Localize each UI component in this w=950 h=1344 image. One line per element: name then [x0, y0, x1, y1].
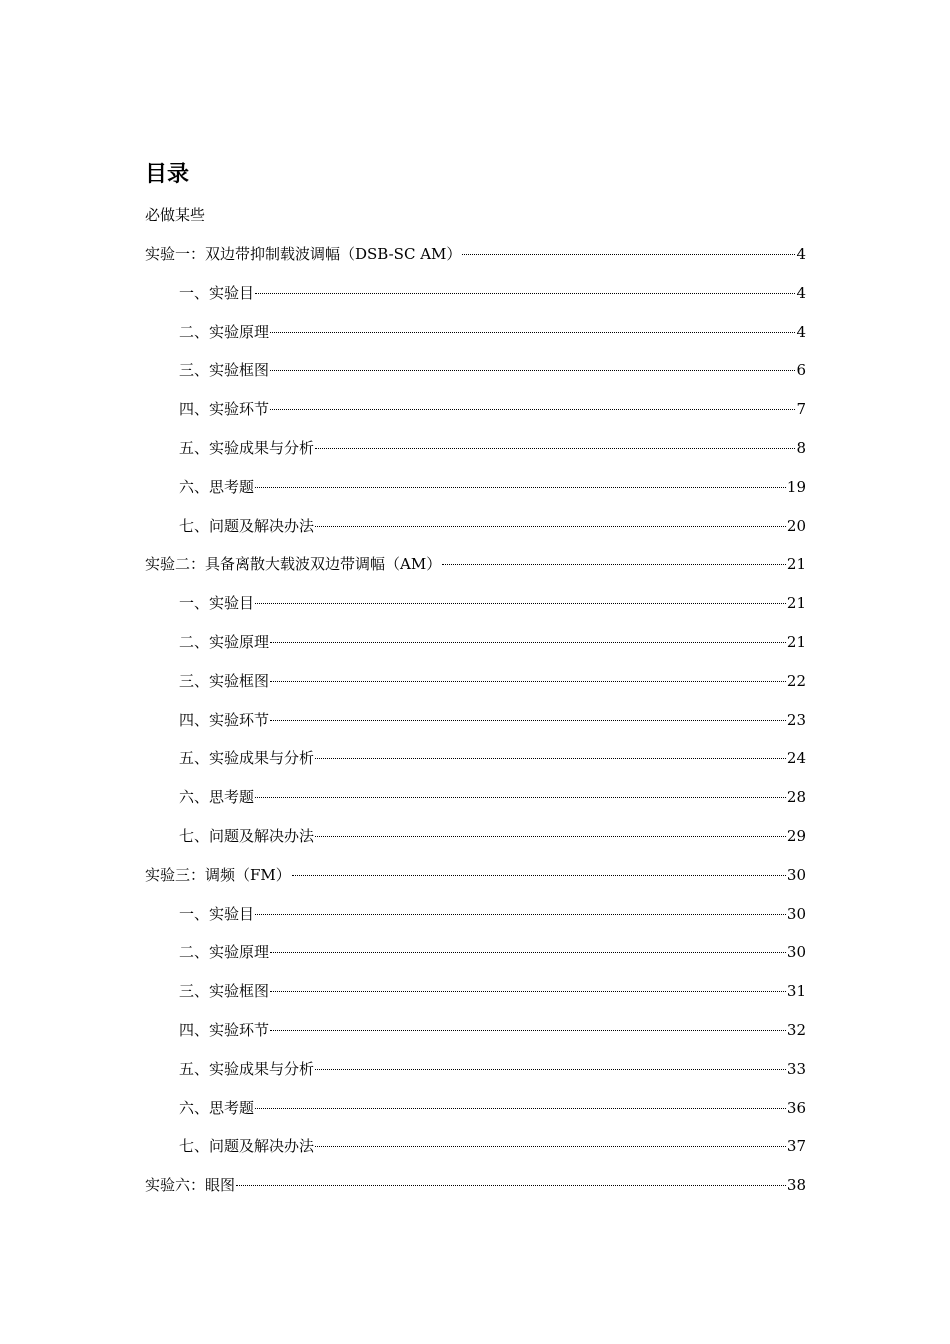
toc-entry-chapter[interactable]: [145, 864, 806, 903]
toc-entry-section[interactable]: [145, 747, 806, 786]
toc-list: [145, 243, 806, 1213]
toc-entry-section[interactable]: [145, 903, 806, 942]
toc-entry-page-number: 31: [786, 982, 806, 1001]
dot-leader: [315, 758, 786, 759]
dot-leader: [236, 1185, 786, 1186]
toc-entry-chapter[interactable]: [145, 553, 806, 592]
toc-entry-title: 三、实验框图: [179, 361, 270, 380]
toc-entry-page-number: 30: [786, 943, 806, 962]
toc-entry-title: 七、问题及解决办法: [179, 826, 315, 845]
toc-entry-page-number: 37: [786, 1137, 806, 1156]
section-label: 必做某些: [145, 206, 206, 224]
toc-entry-title: 实验一：双边带抑制载波调幅（DSB-SC AM）: [145, 245, 462, 263]
dot-leader: [255, 487, 786, 488]
toc-entry-title: 四、实验环节: [179, 400, 270, 419]
toc-entry-page-number: 20: [786, 516, 806, 535]
toc-entry-section[interactable]: [145, 825, 806, 864]
toc-entry-section[interactable]: [145, 282, 806, 321]
dot-leader: [315, 836, 786, 837]
dot-leader: [270, 991, 786, 992]
toc-entry-section[interactable]: [145, 592, 806, 631]
toc-entry-title: 六、思考题: [179, 788, 255, 807]
toc-entry-page-number: 21: [786, 555, 806, 574]
toc-entry-title: 一、实验目: [179, 594, 255, 613]
dot-leader: [315, 448, 795, 449]
dot-leader: [315, 526, 786, 527]
toc-entry-section[interactable]: [145, 670, 806, 709]
toc-entry-section[interactable]: [145, 980, 806, 1019]
toc-entry-title: 一、实验目: [179, 283, 255, 302]
dot-leader: [270, 370, 795, 371]
toc-entry-page-number: 30: [786, 904, 806, 923]
toc-entry-title: 五、实验成果与分析: [179, 438, 315, 457]
toc-entry-page-number: 4: [796, 283, 806, 302]
dot-leader: [292, 875, 786, 876]
toc-entry-title: 四、实验环节: [179, 710, 270, 729]
toc-entry-title: 五、实验成果与分析: [179, 749, 315, 768]
toc-entry-title: 五、实验成果与分析: [179, 1059, 315, 1078]
toc-entry-title: 六、思考题: [179, 1098, 255, 1117]
toc-entry-page-number: 29: [786, 826, 806, 845]
toc-entry-section[interactable]: [145, 398, 806, 437]
dot-leader: [270, 409, 795, 410]
dot-leader: [270, 681, 786, 682]
toc-entry-section[interactable]: [145, 941, 806, 980]
dot-leader: [315, 1069, 786, 1070]
dot-leader: [270, 952, 786, 953]
toc-entry-title: 二、实验原理: [179, 632, 270, 651]
toc-entry-title: 七、问题及解决办法: [179, 516, 315, 535]
toc-entry-page-number: 28: [786, 788, 806, 807]
toc-entry-section[interactable]: [145, 1135, 806, 1174]
toc-entry-title: 实验三：调频（FM）: [145, 865, 291, 884]
dot-leader: [442, 564, 786, 565]
toc-heading: 目录: [145, 162, 190, 187]
dot-leader: [255, 797, 786, 798]
toc-entry-title: 二、实验原理: [179, 943, 270, 962]
toc-entry-chapter[interactable]: [145, 1174, 806, 1213]
dot-leader: [270, 332, 795, 333]
toc-entry-page-number: 6: [796, 361, 806, 380]
toc-entry-section[interactable]: [145, 359, 806, 398]
toc-entry-page-number: 21: [786, 632, 806, 651]
dot-leader: [255, 914, 786, 915]
toc-entry-page-number: 4: [796, 245, 806, 263]
toc-entry-section[interactable]: [145, 515, 806, 554]
toc-entry-title: 二、实验原理: [179, 322, 270, 341]
toc-entry-section[interactable]: [145, 437, 806, 476]
toc-entry-page-number: 7: [796, 400, 806, 419]
dot-leader: [270, 1030, 786, 1031]
toc-entry-section[interactable]: [145, 1058, 806, 1097]
toc-entry-section[interactable]: [145, 631, 806, 670]
toc-entry-page-number: 23: [786, 710, 806, 729]
toc-entry-page-number: 4: [796, 322, 806, 341]
toc-entry-title: 七、问题及解决办法: [179, 1137, 315, 1156]
dot-leader: [315, 1146, 786, 1147]
toc-entry-title: 四、实验环节: [179, 1020, 270, 1039]
toc-entry-section[interactable]: [145, 1097, 806, 1136]
toc-entry-title: 六、思考题: [179, 477, 255, 496]
toc-entry-page-number: 32: [786, 1020, 806, 1039]
toc-entry-page-number: 8: [796, 438, 806, 457]
toc-entry-title: 一、实验目: [179, 904, 255, 923]
toc-entry-page-number: 22: [786, 671, 806, 690]
dot-leader: [270, 642, 786, 643]
toc-entry-page-number: 24: [786, 749, 806, 768]
toc-entry-section[interactable]: [145, 321, 806, 360]
dot-leader: [255, 1108, 786, 1109]
toc-entry-chapter[interactable]: [145, 243, 806, 282]
dot-leader: [255, 293, 795, 294]
toc-entry-section[interactable]: [145, 1019, 806, 1058]
toc-entry-title: 实验二：具备离散大载波双边带调幅（AM）: [145, 555, 442, 574]
dot-leader: [462, 254, 795, 255]
toc-entry-title: 三、实验框图: [179, 982, 270, 1001]
toc-entry-section[interactable]: [145, 709, 806, 748]
toc-entry-section[interactable]: [145, 476, 806, 515]
dot-leader: [270, 720, 786, 721]
toc-entry-page-number: 19: [786, 477, 806, 496]
toc-entry-title: 三、实验框图: [179, 671, 270, 690]
toc-entry-page-number: 30: [786, 865, 806, 884]
toc-entry-page-number: 38: [786, 1176, 806, 1195]
toc-entry-page-number: 21: [786, 594, 806, 613]
toc-entry-title: 实验六：眼图: [145, 1176, 236, 1195]
dot-leader: [255, 603, 786, 604]
toc-entry-section[interactable]: [145, 786, 806, 825]
toc-entry-page-number: 36: [786, 1098, 806, 1117]
toc-entry-page-number: 33: [786, 1059, 806, 1078]
